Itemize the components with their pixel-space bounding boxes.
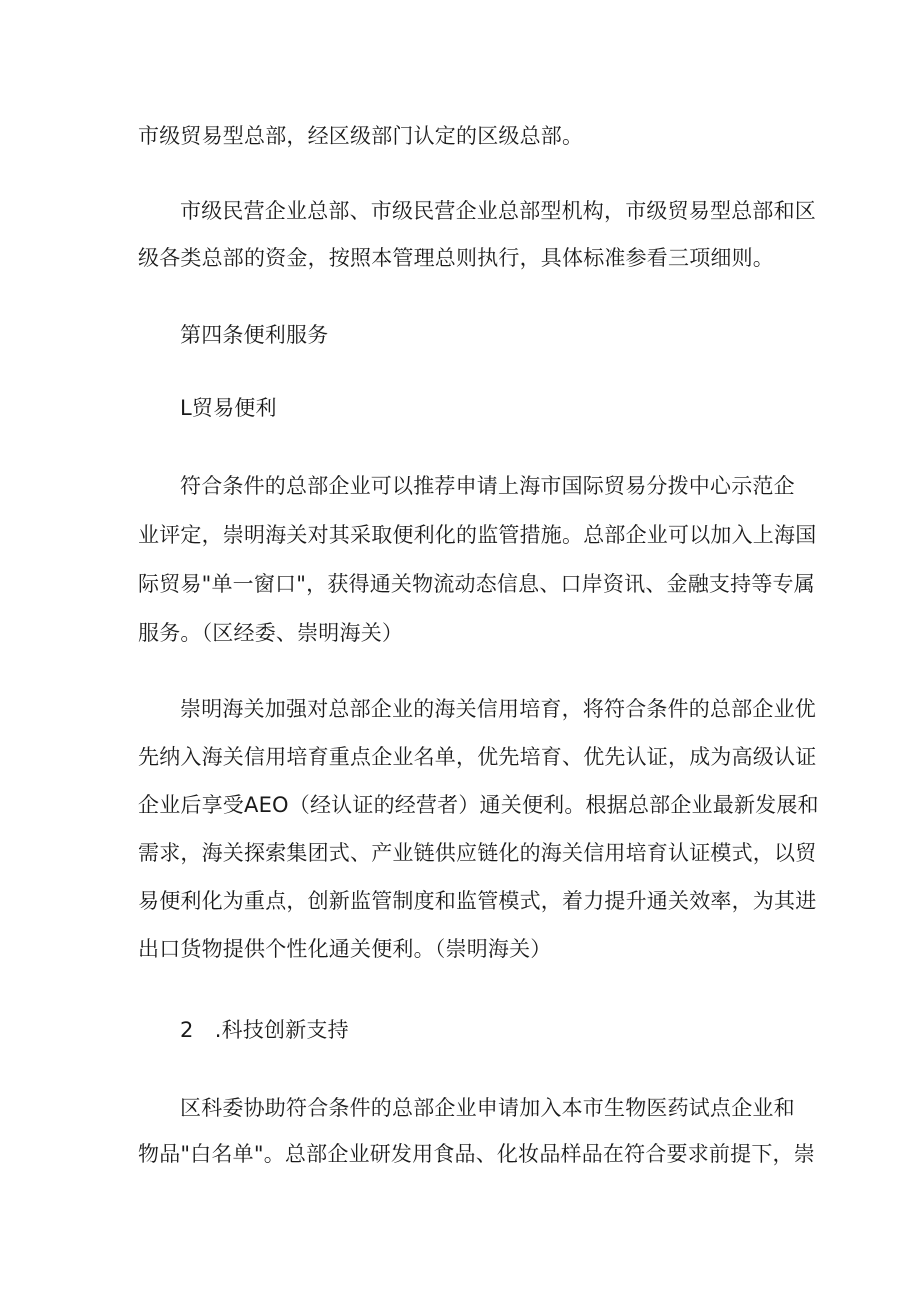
text-line: 企业后享受AEO（经认证的经营者）通关便利。根据总部企业最新发展和 xyxy=(138,793,819,817)
text-line: 市级民营企业总部、市级民营企业总部型机构，市级贸易型总部和区 xyxy=(180,199,816,223)
text-line: 需求，海关探索集团式、产业链供应链化的海关信用培育认证模式，以贸 xyxy=(138,841,817,865)
text-line: 际贸易"单一窗口"，获得通关物流动态信息、口岸资讯、金融支持等专属 xyxy=(138,572,815,596)
subsection-heading: 2 .科技创新支持 xyxy=(180,1018,349,1042)
text-line: 级各类总部的资金，按照本管理总则执行，具体标准参看三项细则。 xyxy=(138,246,774,270)
text-line: 市级贸易型总部，经区级部门认定的区级总部。 xyxy=(138,124,584,148)
text-line: 业评定，崇明海关对其采取便利化的监管措施。总部企业可以加入上海国 xyxy=(138,523,817,547)
text-line: 符合条件的总部企业可以推荐申请上海市国际贸易分拨中心示范企 xyxy=(180,474,795,498)
text-line: 崇明海关加强对总部企业的海关信用培育，将符合条件的总部企业优 xyxy=(180,697,816,721)
text-line: 物品"白名单"。总部企业研发用食品、化妆品样品在符合要求前提下，崇 xyxy=(138,1142,815,1166)
text-line: 区科委协助符合条件的总部企业申请加入本市生物医药试点企业和 xyxy=(180,1096,795,1120)
text-line: 出口货物提供个性化通关便利。（崇明海关） xyxy=(138,937,552,961)
text-line: 服务。（区经委、崇明海关） xyxy=(138,621,404,645)
text-line: 先纳入海关信用培育重点企业名单，优先培育、优先认证，成为高级认证 xyxy=(138,745,817,769)
section-heading: 第四条便利服务 xyxy=(180,323,329,347)
subsection-heading: L贸易便利 xyxy=(180,396,277,420)
text-line: 易便利化为重点，创新监管制度和监管模式，着力提升通关效率，为其进 xyxy=(138,889,817,913)
